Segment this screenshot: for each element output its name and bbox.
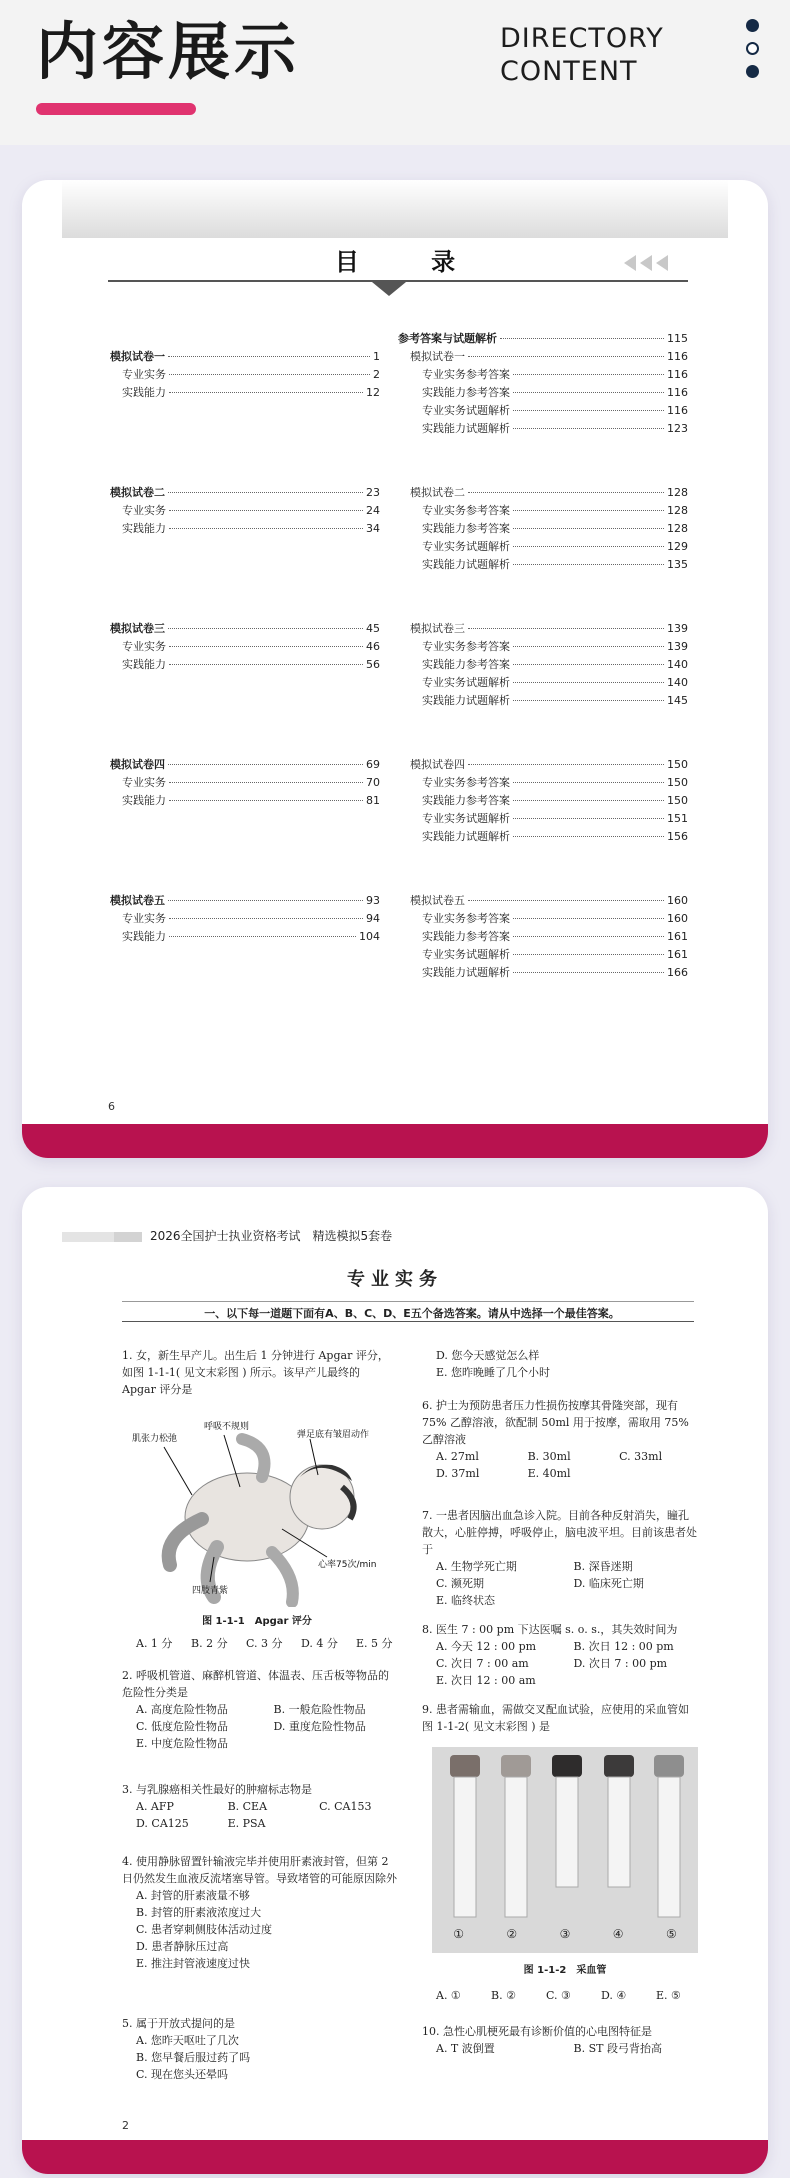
toc-leader-dots — [513, 564, 664, 565]
option-list — [122, 1701, 397, 1752]
tube-label: ① — [453, 1927, 464, 1941]
figure-blood-tubes — [432, 1747, 698, 1953]
answer-option[interactable]: A. 今天 12 : 00 pm — [436, 1640, 537, 1653]
question-options — [122, 1635, 397, 1652]
option-list — [422, 1638, 697, 1689]
toc-leader-dots — [513, 374, 664, 375]
spacer — [398, 710, 688, 756]
figure-label: 心率75次/min — [318, 1560, 377, 1570]
answer-option[interactable]: E. ⑤ — [656, 1989, 681, 2002]
question-stem: 1. 女，新生早产儿。出生后 1 分钟进行 Apgar 评分，如图 1-1-1( 见文末彩图 ) 所示。该早产儿最终的 Apgar 评分是 — [122, 1349, 389, 1396]
answer-option[interactable]: C. 濒死期 — [436, 1577, 485, 1590]
answer-option[interactable]: A. 您昨天呕吐了几次 — [136, 2034, 239, 2047]
exam-page — [22, 1187, 768, 2174]
answer-option[interactable]: B. 一般危险性物品 — [273, 1703, 366, 1716]
toc-entry-label: 专业实务试题解析 — [422, 948, 510, 961]
toc-entry[interactable] — [110, 620, 380, 638]
spacer — [110, 810, 380, 892]
spacer — [398, 846, 688, 892]
toc-entry-label: 实践能力 — [122, 794, 166, 807]
toc-entry-label: 模拟试卷二 — [410, 486, 465, 499]
toc-entry-label: 实践能力参考答案 — [422, 522, 510, 535]
toc-entry-page: 23 — [366, 486, 380, 499]
toc-leader-dots — [513, 918, 664, 919]
toc-entry-label: 专业实务 — [122, 640, 166, 653]
toc-entry[interactable] — [398, 674, 688, 692]
toc-entry[interactable] — [110, 502, 380, 520]
toc-entry-label: 模拟试卷二 — [110, 486, 165, 499]
toc-entry-page: 140 — [667, 658, 688, 671]
question-stem: 10. 急性心肌梗死最有诊断价值的心电图特征是 — [422, 2025, 652, 2038]
tube-labels — [432, 1927, 698, 1941]
toc-entry-page: 81 — [366, 794, 380, 807]
answer-option[interactable]: D. 重度危险性物品 — [273, 1720, 366, 1733]
toc-entry-page: 150 — [667, 758, 688, 771]
running-head-bar — [62, 1232, 114, 1242]
answer-option[interactable]: C. 33ml — [619, 1450, 663, 1463]
option-list — [422, 1347, 697, 1381]
toc-leader-dots — [169, 782, 363, 783]
toc-entry-label: 专业实务 — [122, 504, 166, 517]
running-head-bar — [114, 1232, 142, 1242]
answer-option[interactable]: E. 推注封管液速度过快 — [136, 1957, 251, 1970]
toc-entry[interactable] — [110, 484, 380, 502]
toc-entry[interactable] — [398, 756, 688, 774]
toc-entry[interactable] — [110, 774, 380, 792]
toc-entry-page: 160 — [667, 894, 688, 907]
answer-option[interactable]: B. ST 段弓背抬高 — [573, 2042, 662, 2055]
answer-option[interactable]: D. 37ml — [436, 1467, 480, 1480]
toc-entry-label: 专业实务参考答案 — [422, 504, 510, 517]
toc-leader-dots — [513, 800, 664, 801]
question-block — [422, 1701, 697, 1735]
header-en-line1: DIRECTORY — [500, 23, 664, 54]
toc-entry-label: 实践能力参考答案 — [422, 386, 510, 399]
toc-entry-label: 专业实务参考答案 — [422, 640, 510, 653]
spacer — [398, 438, 688, 484]
toc-leader-dots — [513, 682, 664, 683]
toc-entry[interactable] — [110, 910, 380, 928]
question-block — [422, 2023, 697, 2057]
toc-leader-dots — [169, 510, 363, 511]
toc-leader-dots — [468, 492, 664, 493]
toc-leader-dots — [513, 972, 664, 973]
toc-entry[interactable] — [110, 520, 380, 538]
toc-entry[interactable] — [110, 656, 380, 674]
toc-entry-page: 56 — [366, 658, 380, 671]
toc-entry-label: 实践能力 — [122, 386, 166, 399]
toc-entry-label: 专业实务参考答案 — [422, 776, 510, 789]
toc-entry[interactable] — [398, 556, 688, 574]
toc-entry-label: 专业实务 — [122, 368, 166, 381]
answer-option[interactable]: B. 次日 12 : 00 pm — [573, 1640, 674, 1653]
answer-option[interactable]: C. 次日 7 : 00 am — [436, 1657, 529, 1670]
tube-label: ⑤ — [665, 1927, 677, 1941]
question-block — [422, 1621, 697, 1689]
toc-leader-dots — [468, 356, 664, 357]
answer-option[interactable]: B. 2 分 — [191, 1637, 228, 1650]
answer-option[interactable]: A. 1 分 — [136, 1637, 173, 1650]
toc-entry-page: 24 — [366, 504, 380, 517]
question-stem: 7. 一患者因脑出血急诊入院。目前各种反射消失，瞳孔散大，心脏停搏，呼吸停止，脑电波平坦。目前该患者处于 — [422, 1509, 697, 1556]
question-stem: 3. 与乳腺癌相关性最好的肿瘤标志物是 — [122, 1783, 312, 1796]
toc-entry[interactable] — [110, 756, 380, 774]
toc-entry[interactable] — [398, 946, 688, 964]
toc-entry-label: 专业实务试题解析 — [422, 540, 510, 553]
toc-entry-page: 1 — [373, 350, 380, 363]
toc-entry-page: 12 — [366, 386, 380, 399]
spacer — [110, 402, 380, 484]
blood-collection-tubes-icon — [432, 1747, 698, 1953]
toc-entry-page: 128 — [667, 522, 688, 535]
toc-leader-dots — [513, 936, 664, 937]
toc-entry-page: 94 — [366, 912, 380, 925]
toc-entry-page: 115 — [667, 332, 688, 345]
header-en-line2: CONTENT — [500, 56, 638, 87]
toc-entry-page: 129 — [667, 540, 688, 553]
answer-option[interactable]: C. 患者穿刺侧肢体活动过度 — [136, 1923, 273, 1936]
toc-entry[interactable] — [398, 692, 688, 710]
answer-option[interactable]: E. PSA — [227, 1817, 266, 1830]
toc-leader-dots — [513, 700, 664, 701]
toc-leader-dots — [513, 528, 664, 529]
option-list — [122, 2032, 397, 2083]
toc-left-column — [110, 348, 380, 946]
toc-entry-label: 专业实务试题解析 — [422, 404, 510, 417]
spacer — [398, 574, 688, 620]
option-list — [422, 1987, 697, 2004]
question-block — [122, 1781, 397, 1832]
triple-chevron-left-icon — [622, 253, 682, 273]
toc-triangle-marker — [372, 282, 406, 296]
toc-leader-dots — [169, 392, 363, 393]
toc-leader-dots — [468, 764, 664, 765]
toc-entry-label: 实践能力参考答案 — [422, 794, 510, 807]
toc-entry-page: 46 — [366, 640, 380, 653]
toc-entry[interactable] — [398, 656, 688, 674]
toc-entry-label: 模拟试卷三 — [110, 622, 165, 635]
toc-entry-page: 135 — [667, 558, 688, 571]
toc-entry-page: 166 — [667, 966, 688, 979]
figure-label: 四肢青紫 — [192, 1586, 229, 1596]
toc-leader-dots — [169, 374, 370, 375]
toc-entry[interactable] — [398, 520, 688, 538]
toc-leader-dots — [169, 918, 363, 919]
toc-entry-label: 实践能力试题解析 — [422, 694, 510, 707]
toc-leader-dots — [169, 528, 363, 529]
toc-entry-page: 145 — [667, 694, 688, 707]
toc-leader-dots — [513, 392, 664, 393]
toc-entry-page: 116 — [667, 404, 688, 417]
toc-leader-dots — [169, 646, 363, 647]
question-stem: 5. 属于开放式提问的是 — [122, 2017, 235, 2030]
toc-leader-dots — [513, 782, 664, 783]
toc-entry[interactable] — [398, 502, 688, 520]
answer-option[interactable]: D. 您今天感觉怎么样 — [436, 1349, 540, 1362]
question-stem: 8. 医生 7 : 00 pm 下达医嘱 s. o. s.，其失效时间为 — [422, 1623, 678, 1636]
toc-leader-dots — [468, 900, 664, 901]
toc-leader-dots — [513, 428, 664, 429]
tube-label: ② — [506, 1927, 518, 1941]
toc-entry-page: 34 — [366, 522, 380, 535]
toc-leader-dots — [513, 410, 664, 411]
question-stem: 4. 使用静脉留置针输液完毕并使用肝素液封管，但第 2 日仍然发生血液反流堵塞导管。导致堵管的可能原因除外 — [122, 1855, 397, 1885]
answer-option[interactable]: E. 您昨晚睡了几个小时 — [436, 1366, 551, 1379]
toc-leader-dots — [513, 546, 664, 547]
toc-entry[interactable] — [398, 402, 688, 420]
header-accent-bar — [36, 103, 196, 115]
toc-entry-label: 模拟试卷五 — [410, 894, 465, 907]
question-block — [422, 1987, 697, 2004]
option-list — [122, 1798, 397, 1832]
toc-entry-label: 实践能力试题解析 — [422, 558, 510, 571]
toc-entry[interactable] — [398, 538, 688, 556]
instruction-rule-top — [122, 1301, 694, 1302]
answer-option[interactable]: B. 深昏迷期 — [573, 1560, 633, 1573]
toc-entry-page: 161 — [667, 930, 688, 943]
toc-entry[interactable] — [398, 792, 688, 810]
toc-entry-page: 161 — [667, 948, 688, 961]
toc-entry-label: 实践能力参考答案 — [422, 658, 510, 671]
toc-entry[interactable] — [110, 892, 380, 910]
toc-entry-page: 160 — [667, 912, 688, 925]
answer-option[interactable]: B. 您早餐后服过药了吗 — [136, 2051, 251, 2064]
running-head-text: 2026全国护士执业资格考试 精选模拟5套卷 — [150, 1229, 393, 1243]
toc-leader-dots — [169, 800, 363, 801]
toc-page — [22, 180, 768, 1158]
toc-gradient-band — [62, 180, 728, 238]
question-block — [122, 2015, 397, 2083]
figure-label: 呼吸不规则 — [204, 1422, 250, 1432]
toc-leader-dots — [513, 646, 664, 647]
toc-leader-dots — [513, 818, 664, 819]
toc-entry-page: 70 — [366, 776, 380, 789]
question-block — [422, 1397, 697, 1482]
answer-option[interactable]: E. 临终状态 — [436, 1594, 496, 1607]
toc-entry[interactable] — [110, 384, 380, 402]
figure-label: 弹足底有皱眉动作 — [297, 1430, 370, 1440]
question-block — [122, 1667, 397, 1752]
option-list — [422, 2040, 697, 2057]
option-list — [422, 1558, 697, 1609]
toc-entry-label: 实践能力 — [122, 522, 166, 535]
answer-option[interactable]: A. 高度危险性物品 — [136, 1703, 228, 1716]
toc-leader-dots — [513, 510, 664, 511]
answer-option[interactable]: D. 临床死亡期 — [573, 1577, 644, 1590]
toc-entry-page: 2 — [373, 368, 380, 381]
toc-entry-label: 专业实务参考答案 — [422, 368, 510, 381]
toc-entry-page: 151 — [667, 812, 688, 825]
toc-leader-dots — [169, 664, 363, 665]
toc-leader-dots — [168, 628, 363, 629]
answer-option[interactable]: A. 封管的肝素液量不够 — [136, 1889, 250, 1902]
toc-leader-dots — [169, 936, 356, 937]
toc-entry-page: 93 — [366, 894, 380, 907]
answer-option[interactable]: D. 患者静脉压过高 — [136, 1940, 229, 1953]
toc-entry[interactable] — [398, 910, 688, 928]
answer-option[interactable]: C. 低度危险性物品 — [136, 1720, 229, 1733]
toc-entry-page: 150 — [667, 776, 688, 789]
answer-option[interactable]: C. 现在您头还晕吗 — [136, 2068, 229, 2081]
answer-option[interactable]: B. CEA — [227, 1800, 268, 1813]
dot-icon[interactable] — [746, 19, 759, 32]
toc-entry-page: 45 — [366, 622, 380, 635]
toc-entry[interactable] — [398, 620, 688, 638]
answer-option[interactable]: A. 27ml — [436, 1450, 479, 1463]
toc-entry-page: 69 — [366, 758, 380, 771]
answer-option[interactable]: D. 次日 7 : 00 pm — [573, 1657, 668, 1670]
toc-entry-label: 模拟试卷四 — [410, 758, 465, 771]
toc-entry-label: 模拟试卷四 — [110, 758, 165, 771]
answer-option[interactable]: E. 40ml — [527, 1467, 571, 1480]
figure-caption: 图 1-1-1 Apgar 评分 — [202, 1616, 312, 1627]
page-number: 6 — [108, 1100, 115, 1113]
toc-entry[interactable] — [398, 774, 688, 792]
toc-leader-dots — [168, 900, 363, 901]
question-block — [422, 1507, 697, 1609]
page-footer-band — [22, 2140, 768, 2174]
toc-entry-label: 实践能力 — [122, 658, 166, 671]
toc-entry-label: 实践能力 — [122, 930, 166, 943]
page-number: 2 — [122, 2119, 129, 2132]
spacer — [110, 674, 380, 756]
option-list — [122, 1887, 397, 1972]
answer-option[interactable]: D. ④ — [601, 1989, 627, 2002]
toc-entry[interactable] — [110, 366, 380, 384]
figure-label: 肌张力松弛 — [132, 1434, 178, 1444]
answer-option[interactable]: B. ② — [491, 1989, 516, 2002]
toc-entry-label: 专业实务参考答案 — [422, 912, 510, 925]
toc-entry-page: 139 — [667, 640, 688, 653]
answer-option[interactable]: D. CA125 — [136, 1817, 189, 1830]
page-footer-band — [22, 1124, 768, 1158]
toc-entry-page: 116 — [667, 350, 688, 363]
header-title: 内容展示 — [36, 15, 301, 88]
question-block — [422, 1347, 697, 1381]
toc-leader-dots — [168, 492, 363, 493]
toc-entry[interactable] — [398, 384, 688, 402]
pagination-dots — [746, 19, 760, 88]
running-head — [62, 1227, 742, 1247]
toc-entry-label: 实践能力试题解析 — [422, 422, 510, 435]
answer-option[interactable]: A. AFP — [136, 1800, 174, 1813]
answer-option[interactable]: E. 中度危险性物品 — [136, 1737, 229, 1750]
toc-entry[interactable] — [398, 348, 688, 366]
toc-entry[interactable] — [398, 828, 688, 846]
toc-leader-dots — [468, 628, 664, 629]
toc-entry[interactable] — [110, 792, 380, 810]
toc-entry-page: 123 — [667, 422, 688, 435]
toc-entry[interactable] — [398, 484, 688, 502]
toc-entry-page: 116 — [667, 368, 688, 381]
toc-entry-page: 128 — [667, 504, 688, 517]
toc-entry[interactable] — [398, 892, 688, 910]
toc-entry-label: 专业实务 — [122, 912, 166, 925]
question-block — [122, 1347, 397, 1398]
question-block — [122, 1853, 397, 1972]
toc-entry-page: 104 — [359, 930, 380, 943]
answer-option[interactable]: C. 3 分 — [246, 1637, 283, 1650]
toc-entry[interactable] — [110, 928, 380, 946]
toc-entry[interactable] — [110, 638, 380, 656]
tube-label: ③ — [559, 1927, 571, 1941]
answer-option[interactable]: A. T 波倒置 — [436, 2042, 495, 2055]
toc-entry-label: 实践能力试题解析 — [422, 830, 510, 843]
toc-entry-label: 实践能力试题解析 — [422, 966, 510, 979]
toc-entry-label: 模拟试卷五 — [110, 894, 165, 907]
answer-option[interactable]: D. 4 分 — [301, 1637, 338, 1650]
toc-leader-dots — [168, 356, 370, 357]
toc-entry-label: 专业实务试题解析 — [422, 676, 510, 689]
toc-entry-label: 参考答案与试题解析 — [398, 332, 497, 345]
page-header — [0, 0, 790, 145]
header-english-title — [500, 22, 664, 88]
answer-option[interactable]: B. 30ml — [527, 1450, 571, 1463]
tube-label: ④ — [612, 1927, 624, 1941]
toc-entry-page: 139 — [667, 622, 688, 635]
toc-entry-label: 模拟试卷三 — [410, 622, 465, 635]
toc-entry[interactable] — [398, 638, 688, 656]
question-stem: 9. 患者需输血，需做交叉配血试验，应使用的采血管如图 1-1-2( 见文末彩图 ) 是 — [422, 1703, 689, 1733]
answer-option[interactable]: A. 生物学死亡期 — [436, 1560, 517, 1573]
answer-option[interactable]: C. ③ — [546, 1989, 571, 2002]
dot-icon[interactable] — [746, 42, 759, 55]
toc-entry[interactable] — [398, 330, 688, 348]
figure-apgar — [122, 1407, 392, 1607]
toc-entry-label: 实践能力参考答案 — [422, 930, 510, 943]
toc-heading: 目 录 — [334, 248, 488, 276]
answer-option[interactable]: C. CA153 — [319, 1800, 372, 1813]
toc-entry-page: 116 — [667, 386, 688, 399]
toc-entry[interactable] — [110, 348, 380, 366]
toc-leader-dots — [500, 338, 664, 339]
answer-option[interactable]: B. 封管的肝素液浓度过大 — [136, 1906, 262, 1919]
toc-entry-label: 模拟试卷一 — [110, 350, 165, 363]
spacer — [110, 538, 380, 620]
option-list — [422, 1448, 697, 1482]
toc-entry-page: 156 — [667, 830, 688, 843]
toc-entry[interactable] — [398, 810, 688, 828]
toc-entry-page: 140 — [667, 676, 688, 689]
toc-leader-dots — [513, 664, 664, 665]
toc-leader-dots — [168, 764, 363, 765]
question-stem: 2. 呼吸机管道、麻醉机管道、体温表、压舌板等物品的危险性分类是 — [122, 1669, 389, 1699]
exam-section-title: 专业实务 — [347, 1269, 443, 1290]
answer-option[interactable]: E. 5 分 — [356, 1637, 393, 1650]
figure-caption: 图 1-1-2 采血管 — [523, 1965, 607, 1976]
question-stem: 6. 护士为预防患者压力性损伤按摩其骨隆突部，现有 75% 乙醇溶液，欲配制 50ml 用于按摩，需取用 75% 乙醇溶液 — [422, 1399, 689, 1446]
toc-entry[interactable] — [398, 366, 688, 384]
toc-entry[interactable] — [398, 964, 688, 982]
toc-leader-dots — [513, 954, 664, 955]
answer-option[interactable]: E. 次日 12 : 00 am — [436, 1674, 536, 1687]
toc-entry-label: 模拟试卷一 — [410, 350, 465, 363]
toc-entry-label: 专业实务 — [122, 776, 166, 789]
answer-option[interactable]: A. ① — [436, 1989, 461, 2002]
toc-right-column — [398, 330, 688, 982]
toc-leader-dots — [513, 836, 664, 837]
toc-entry[interactable] — [398, 928, 688, 946]
toc-entry-page: 150 — [667, 794, 688, 807]
toc-entry-label: 专业实务试题解析 — [422, 812, 510, 825]
toc-entry[interactable] — [398, 420, 688, 438]
instruction-rule — [122, 1321, 694, 1322]
dot-icon[interactable] — [746, 65, 759, 78]
exam-instruction: 一、以下每一道题下面有A、B、C、D、E五个备选答案。请从中选择一个最佳答案。 — [204, 1307, 620, 1320]
option-list — [122, 1635, 397, 1652]
toc-entry-page: 128 — [667, 486, 688, 499]
